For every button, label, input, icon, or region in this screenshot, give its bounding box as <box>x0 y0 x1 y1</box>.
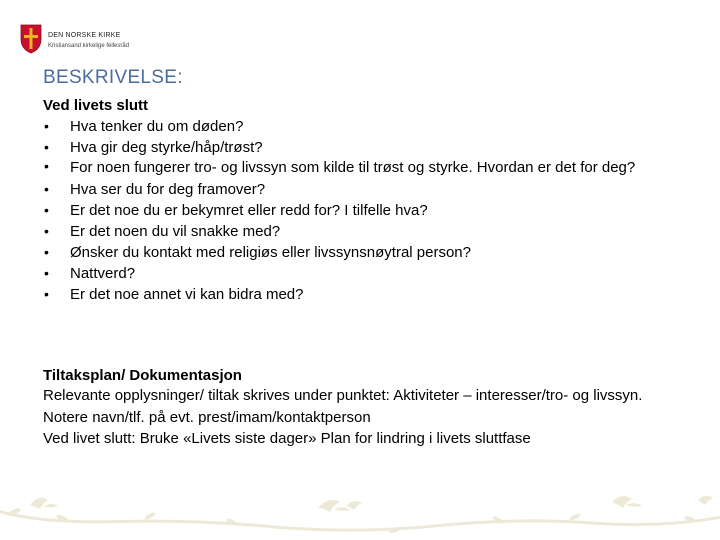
bullet-item: • Hva tenker du om døden? <box>43 116 683 137</box>
bullet-item: • Er det noe du er bekymret eller redd for? I tilfelle hva? <box>43 200 683 221</box>
paragraph-line: Notere navn/tlf. på evt. prest/imam/kontaktperson <box>43 409 371 426</box>
section-end-of-life <box>43 95 683 305</box>
bird-and-leaf-border <box>0 490 720 540</box>
bullet-item: • Ønsker du kontakt med religiøs eller livssynsnøytral person? <box>43 242 683 263</box>
bullet-item: • Hva ser du for deg framover? <box>43 179 683 200</box>
bullet-item: • Nattverd? <box>43 263 683 284</box>
bullet-item: • Er det noen du vil snakke med? <box>43 221 683 242</box>
org-name-line: DEN NORSKE KIRKE <box>48 32 121 39</box>
section-action-plan <box>43 365 683 449</box>
question-list <box>43 116 683 305</box>
bullet-item: • For noen fungerer tro- og livssyn som kilde til trøst og styrke. Hvordan er det for deg? <box>43 158 683 179</box>
paragraph-line: Ved livet slutt: Bruke «Livets siste dager» Plan for lindring i livets sluttfase <box>43 430 531 447</box>
bullet-item: • Hva gir deg styrke/håp/trøst? <box>43 137 683 158</box>
church-shield-logo <box>20 24 42 54</box>
section-heading: Tiltaksplan/ Dokumentasjon <box>43 367 242 384</box>
organization-name <box>48 30 129 52</box>
slide-title: BESKRIVELSE: <box>43 67 183 88</box>
section-heading: Ved livets slutt <box>43 97 149 114</box>
org-subtitle-line: Kristiansand kirkelige fellesråd <box>48 43 130 49</box>
bullet-item: • Er det noe annet vi kan bidra med? <box>43 284 683 305</box>
paragraph-line: Relevante opplysninger/ tiltak skrives under punktet: Aktiviteter – interesser/tro- og livssyn. <box>43 387 643 404</box>
